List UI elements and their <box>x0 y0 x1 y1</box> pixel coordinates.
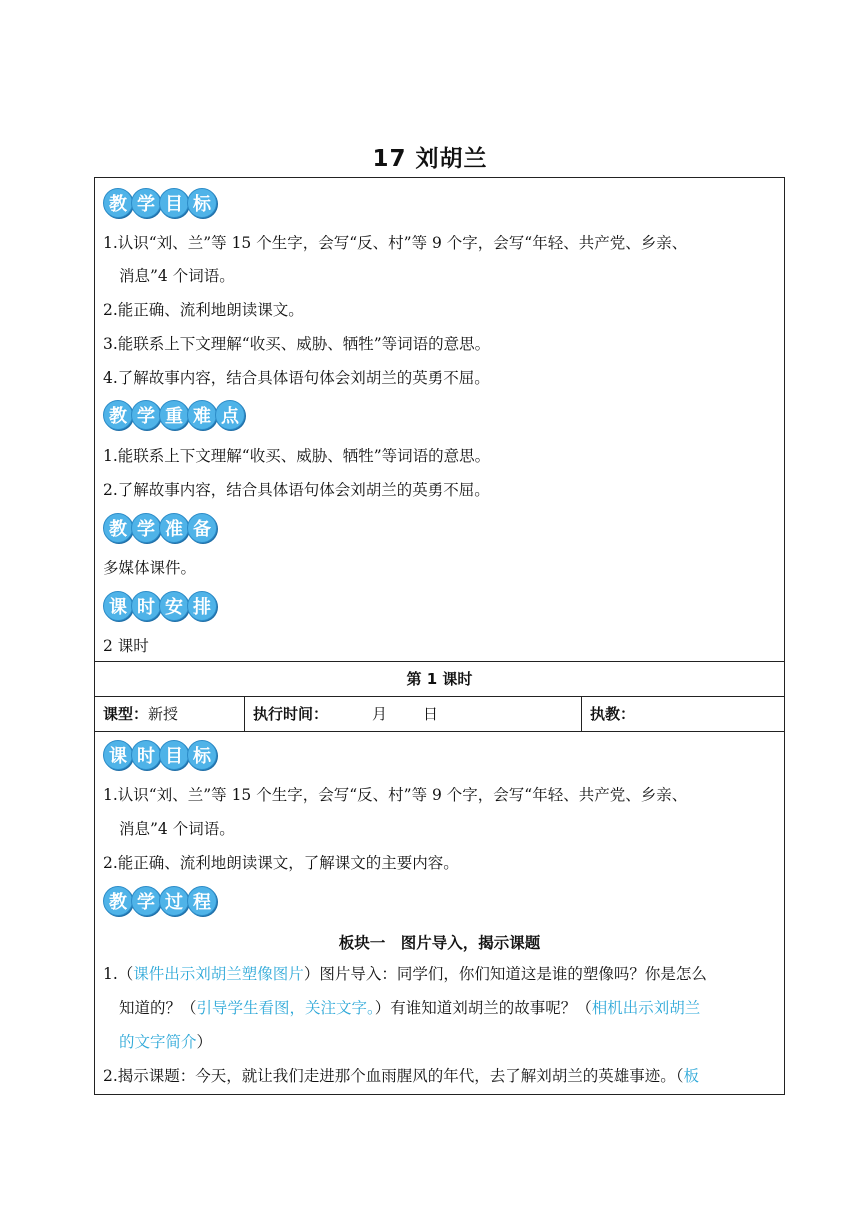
execution-time-cell <box>245 697 582 732</box>
badge-char: 点 <box>215 400 245 430</box>
page-title: 17 刘胡兰 <box>372 146 488 172</box>
lesson-goal-line: 1.认识“刘、兰”等 15 个生字，会写“反、村”等 9 个字，会写“年轻、共产党、乡亲、 <box>103 786 688 804</box>
lesson-type-cell <box>95 697 245 732</box>
text-run: ）有谁知道刘胡兰的故事呢？（ <box>374 999 592 1017</box>
teacher-cell <box>582 697 785 732</box>
badge-char: 重 <box>159 400 189 430</box>
lesson-goal-line: 2.能正确、流利地朗读课文，了解课文的主要内容。 <box>103 854 459 872</box>
goal-line: 消息”4 个词语。 <box>119 267 235 285</box>
badge-char: 教 <box>103 188 133 218</box>
block1-title: 板块一 图片导入，揭示课题 <box>338 934 541 952</box>
process-line <box>103 964 707 984</box>
lesson-goal-line: 消息”4 个词语。 <box>119 820 235 838</box>
process-line <box>103 1066 699 1086</box>
courseware-note: 相机出示刘胡兰 <box>591 999 701 1017</box>
lesson-heading: 第 1 课时 <box>95 662 784 697</box>
prep-text: 多媒体课件。 <box>103 559 197 577</box>
text-run: 1.（ <box>103 965 134 983</box>
badge-char: 安 <box>159 591 189 621</box>
badge-lesson-goals <box>103 740 215 772</box>
text-run: ） <box>196 1033 213 1051</box>
badge-char: 程 <box>187 886 217 916</box>
badge-char: 标 <box>187 188 217 218</box>
badge-char: 目 <box>159 740 189 770</box>
courseware-note: 课件出示刘胡兰塑像图片 <box>133 965 304 983</box>
badge-teaching-process <box>103 886 215 918</box>
badge-char: 标 <box>187 740 217 770</box>
lesson-info-row <box>95 697 784 732</box>
month-label: 月 <box>372 705 388 723</box>
badge-char: 学 <box>131 513 161 543</box>
badge-char: 课 <box>103 740 133 770</box>
process-line <box>119 998 700 1018</box>
badge-char: 准 <box>159 513 189 543</box>
badge-char: 学 <box>131 400 161 430</box>
overview-section <box>95 178 784 662</box>
badge-char: 排 <box>187 591 217 621</box>
badge-char: 过 <box>159 886 189 916</box>
badge-char: 教 <box>103 400 133 430</box>
schedule-text: 2 课时 <box>103 637 149 655</box>
text-run: ）图片导入：同学们，你们知道这是谁的塑像吗？你是怎么 <box>303 965 707 983</box>
badge-char: 学 <box>131 188 161 218</box>
text-run: 知道的？（ <box>119 999 197 1017</box>
goal-line: 1.认识“刘、兰”等 15 个生字，会写“反、村”等 9 个字，会写“年轻、共产党、乡亲、 <box>103 234 688 252</box>
lesson-type-label: 课型： <box>103 705 149 723</box>
execution-time-label: 执行时间： <box>253 705 329 723</box>
lesson-type-value: 新授 <box>148 705 179 723</box>
keypoint-line: 1.能联系上下文理解“收买、威胁、牺牲”等词语的意思。 <box>103 447 491 465</box>
badge-preparation <box>103 513 215 545</box>
badge-char: 时 <box>131 591 161 621</box>
process-line <box>119 1032 212 1052</box>
day-label: 日 <box>423 705 439 723</box>
badge-char: 难 <box>187 400 217 430</box>
text-run: 2.揭示课题：今天，就让我们走进那个血雨腥风的年代，去了解刘胡兰的英雄事迹。（ <box>103 1067 684 1085</box>
badge-key-points <box>103 400 243 432</box>
badge-char: 学 <box>131 886 161 916</box>
badge-char: 课 <box>103 591 133 621</box>
badge-char: 教 <box>103 886 133 916</box>
courseware-note: 的文字简介 <box>119 1033 197 1051</box>
lesson-plan-table <box>94 177 785 1095</box>
teacher-label: 执教： <box>590 705 636 723</box>
goal-line: 3.能联系上下文理解“收买、威胁、牺牲”等词语的意思。 <box>103 335 491 353</box>
badge-teaching-goals <box>103 188 215 220</box>
goal-line: 2.能正确、流利地朗读课文。 <box>103 301 304 319</box>
guidance-note: 引导学生看图，关注文字。 <box>196 999 375 1017</box>
badge-char: 时 <box>131 740 161 770</box>
badge-schedule <box>103 591 215 623</box>
board-note: 板 <box>683 1067 700 1085</box>
badge-char: 目 <box>159 188 189 218</box>
keypoint-line: 2.了解故事内容，结合具体语句体会刘胡兰的英勇不屈。 <box>103 481 490 499</box>
goal-line: 4.了解故事内容，结合具体语句体会刘胡兰的英勇不屈。 <box>103 369 490 387</box>
badge-char: 教 <box>103 513 133 543</box>
badge-char: 备 <box>187 513 217 543</box>
